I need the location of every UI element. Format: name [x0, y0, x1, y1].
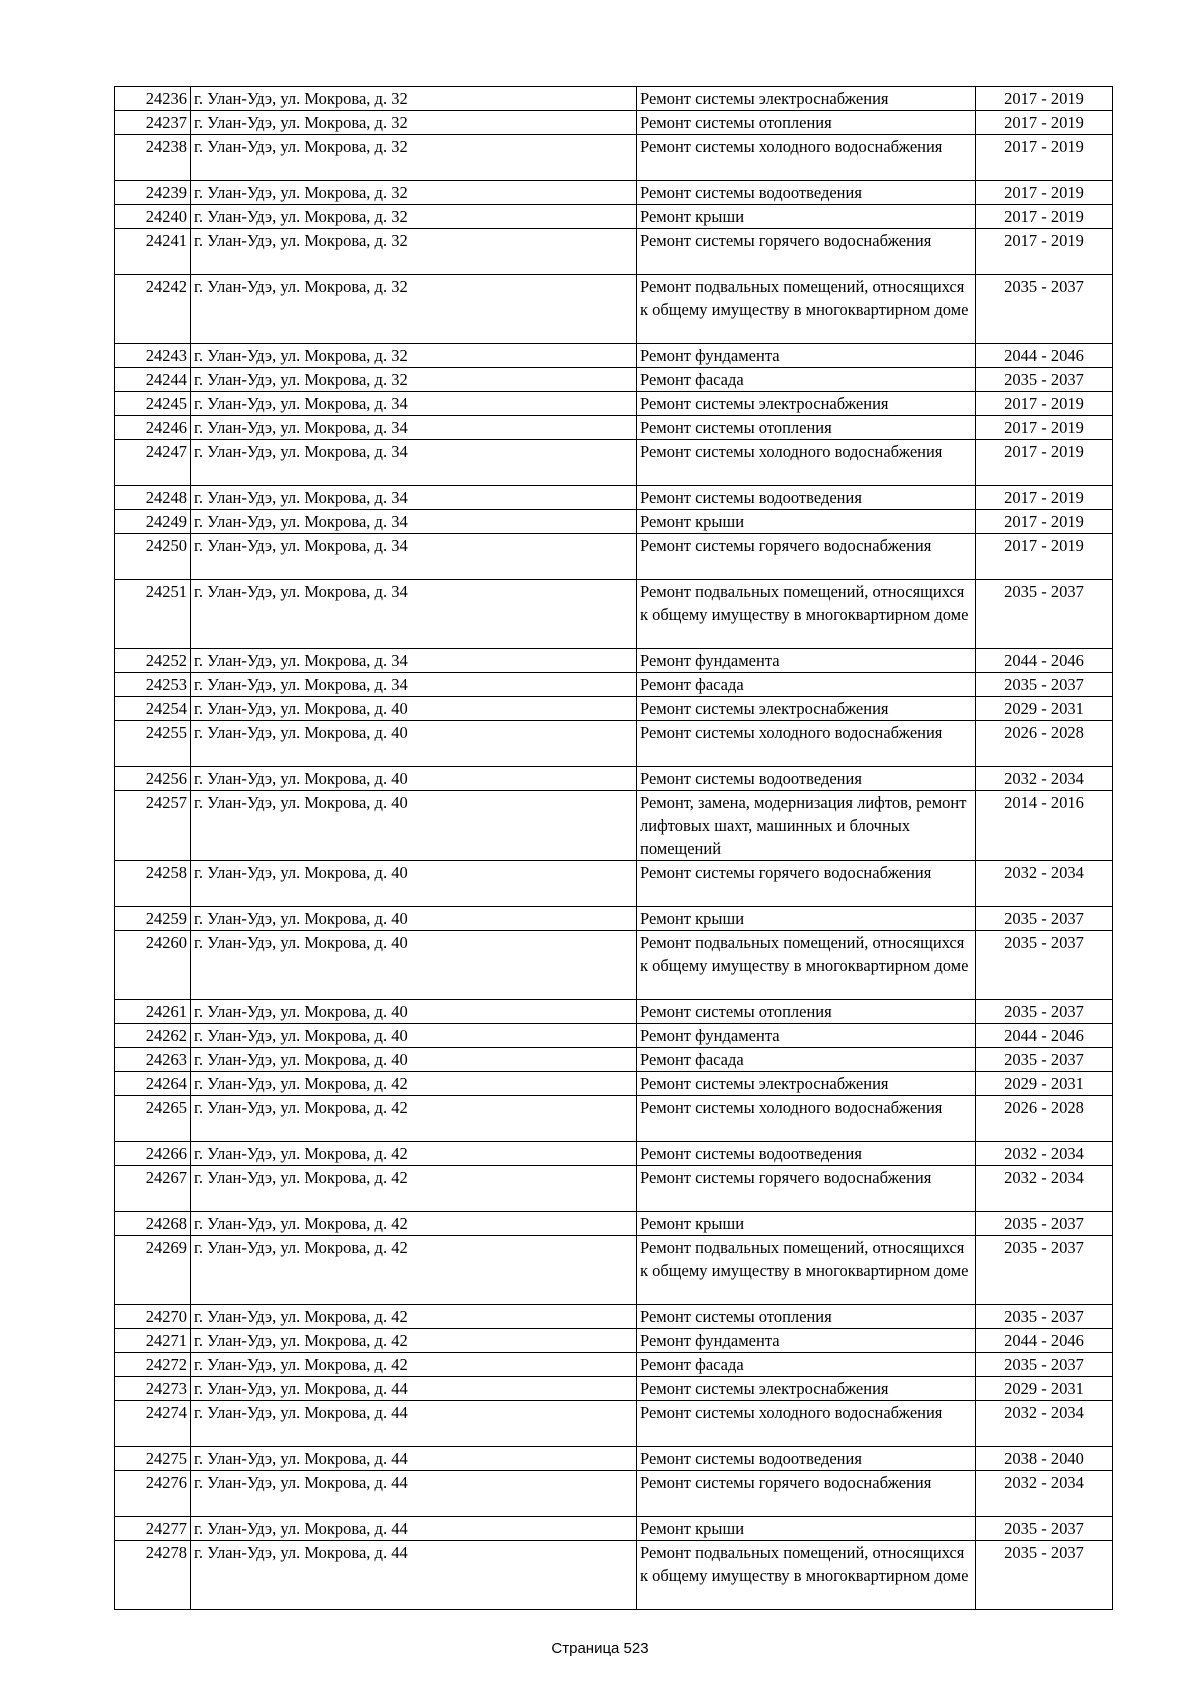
address-cell: г. Улан-Удэ, ул. Мокрова, д. 40	[191, 1024, 637, 1048]
row-number-cell: 24273	[115, 1377, 191, 1401]
work-type-cell: Ремонт системы отопления	[637, 416, 976, 440]
period-cell: 2032 - 2034	[976, 1471, 1113, 1517]
address-cell: г. Улан-Удэ, ул. Мокрова, д. 40	[191, 1000, 637, 1024]
repair-schedule-table	[114, 86, 1113, 1610]
period-cell: 2035 - 2037	[976, 368, 1113, 392]
table-row	[115, 1353, 1113, 1377]
work-type-cell: Ремонт системы горячего водоснабжения	[637, 229, 976, 275]
work-type-cell: Ремонт системы электроснабжения	[637, 87, 976, 111]
period-cell: 2035 - 2037	[976, 580, 1113, 649]
address-cell: г. Улан-Удэ, ул. Мокрова, д. 32	[191, 205, 637, 229]
period-cell: 2032 - 2034	[976, 1401, 1113, 1447]
row-number-cell: 24271	[115, 1329, 191, 1353]
work-type-cell: Ремонт системы водоотведения	[637, 486, 976, 510]
period-cell: 2035 - 2037	[976, 1236, 1113, 1305]
work-type-cell: Ремонт подвальных помещений, относящихся к общему имуществу в многоквартирном доме	[637, 1236, 976, 1305]
address-cell: г. Улан-Удэ, ул. Мокрова, д. 34	[191, 416, 637, 440]
table-row	[115, 87, 1113, 111]
work-type-cell: Ремонт фасада	[637, 368, 976, 392]
work-type-cell: Ремонт системы отопления	[637, 111, 976, 135]
row-number-cell: 24250	[115, 534, 191, 580]
address-cell: г. Улан-Удэ, ул. Мокрова, д. 34	[191, 440, 637, 486]
row-number-cell: 24260	[115, 931, 191, 1000]
period-cell: 2017 - 2019	[976, 416, 1113, 440]
address-cell: г. Улан-Удэ, ул. Мокрова, д. 42	[191, 1072, 637, 1096]
address-cell: г. Улан-Удэ, ул. Мокрова, д. 42	[191, 1305, 637, 1329]
period-cell: 2035 - 2037	[976, 1000, 1113, 1024]
row-number-cell: 24261	[115, 1000, 191, 1024]
address-cell: г. Улан-Удэ, ул. Мокрова, д. 34	[191, 510, 637, 534]
work-type-cell: Ремонт системы холодного водоснабжения	[637, 135, 976, 181]
work-type-cell: Ремонт системы водоотведения	[637, 181, 976, 205]
table-row	[115, 1377, 1113, 1401]
work-type-cell: Ремонт системы водоотведения	[637, 767, 976, 791]
period-cell: 2032 - 2034	[976, 767, 1113, 791]
address-cell: г. Улан-Удэ, ул. Мокрова, д. 32	[191, 111, 637, 135]
period-cell: 2017 - 2019	[976, 440, 1113, 486]
address-cell: г. Улан-Удэ, ул. Мокрова, д. 34	[191, 580, 637, 649]
row-number-cell: 24256	[115, 767, 191, 791]
table-row	[115, 931, 1113, 1000]
table-row	[115, 111, 1113, 135]
row-number-cell: 24262	[115, 1024, 191, 1048]
address-cell: г. Улан-Удэ, ул. Мокрова, д. 42	[191, 1142, 637, 1166]
address-cell: г. Улан-Удэ, ул. Мокрова, д. 34	[191, 392, 637, 416]
table-row	[115, 1096, 1113, 1142]
table-row	[115, 1471, 1113, 1517]
work-type-cell: Ремонт системы отопления	[637, 1305, 976, 1329]
period-cell: 2017 - 2019	[976, 486, 1113, 510]
row-number-cell: 24276	[115, 1471, 191, 1517]
table-row	[115, 1072, 1113, 1096]
address-cell: г. Улан-Удэ, ул. Мокрова, д. 40	[191, 861, 637, 907]
address-cell: г. Улан-Удэ, ул. Мокрова, д. 40	[191, 931, 637, 1000]
table-row	[115, 1048, 1113, 1072]
period-cell: 2035 - 2037	[976, 907, 1113, 931]
row-number-cell: 24240	[115, 205, 191, 229]
table-row	[115, 275, 1113, 344]
row-number-cell: 24252	[115, 649, 191, 673]
period-cell: 2035 - 2037	[976, 1541, 1113, 1610]
row-number-cell: 24255	[115, 721, 191, 767]
work-type-cell: Ремонт системы холодного водоснабжения	[637, 721, 976, 767]
table-row	[115, 392, 1113, 416]
table-row	[115, 1212, 1113, 1236]
row-number-cell: 24275	[115, 1447, 191, 1471]
address-cell: г. Улан-Удэ, ул. Мокрова, д. 34	[191, 673, 637, 697]
period-cell: 2038 - 2040	[976, 1447, 1113, 1471]
row-number-cell: 24277	[115, 1517, 191, 1541]
row-number-cell: 24247	[115, 440, 191, 486]
work-type-cell: Ремонт фундамента	[637, 1329, 976, 1353]
row-number-cell: 24236	[115, 87, 191, 111]
table-row	[115, 767, 1113, 791]
work-type-cell: Ремонт крыши	[637, 907, 976, 931]
row-number-cell: 24242	[115, 275, 191, 344]
row-number-cell: 24269	[115, 1236, 191, 1305]
row-number-cell: 24263	[115, 1048, 191, 1072]
work-type-cell: Ремонт системы электроснабжения	[637, 1072, 976, 1096]
work-type-cell: Ремонт системы холодного водоснабжения	[637, 440, 976, 486]
address-cell: г. Улан-Удэ, ул. Мокрова, д. 32	[191, 368, 637, 392]
period-cell: 2044 - 2046	[976, 649, 1113, 673]
address-cell: г. Улан-Удэ, ул. Мокрова, д. 32	[191, 344, 637, 368]
row-number-cell: 24272	[115, 1353, 191, 1377]
row-number-cell: 24266	[115, 1142, 191, 1166]
period-cell: 2026 - 2028	[976, 1096, 1113, 1142]
period-cell: 2035 - 2037	[976, 673, 1113, 697]
period-cell: 2044 - 2046	[976, 344, 1113, 368]
table-row	[115, 649, 1113, 673]
table-row	[115, 181, 1113, 205]
row-number-cell: 24254	[115, 697, 191, 721]
row-number-cell: 24253	[115, 673, 191, 697]
period-cell: 2035 - 2037	[976, 1353, 1113, 1377]
work-type-cell: Ремонт подвальных помещений, относящихся к общему имуществу в многоквартирном доме	[637, 275, 976, 344]
table-row	[115, 1401, 1113, 1447]
work-type-cell: Ремонт системы холодного водоснабжения	[637, 1401, 976, 1447]
work-type-cell: Ремонт системы электроснабжения	[637, 697, 976, 721]
work-type-cell: Ремонт фасада	[637, 673, 976, 697]
period-cell: 2029 - 2031	[976, 697, 1113, 721]
table-row	[115, 440, 1113, 486]
table-row	[115, 1447, 1113, 1471]
table-row	[115, 344, 1113, 368]
table-row	[115, 135, 1113, 181]
row-number-cell: 24243	[115, 344, 191, 368]
address-cell: г. Улан-Удэ, ул. Мокрова, д. 34	[191, 486, 637, 510]
row-number-cell: 24244	[115, 368, 191, 392]
address-cell: г. Улан-Удэ, ул. Мокрова, д. 40	[191, 721, 637, 767]
period-cell: 2032 - 2034	[976, 861, 1113, 907]
row-number-cell: 24248	[115, 486, 191, 510]
address-cell: г. Улан-Удэ, ул. Мокрова, д. 32	[191, 87, 637, 111]
period-cell: 2017 - 2019	[976, 205, 1113, 229]
period-cell: 2017 - 2019	[976, 392, 1113, 416]
table-row	[115, 1166, 1113, 1212]
address-cell: г. Улан-Удэ, ул. Мокрова, д. 32	[191, 135, 637, 181]
work-type-cell: Ремонт крыши	[637, 1212, 976, 1236]
period-cell: 2017 - 2019	[976, 534, 1113, 580]
work-type-cell: Ремонт фундамента	[637, 1024, 976, 1048]
address-cell: г. Улан-Удэ, ул. Мокрова, д. 44	[191, 1401, 637, 1447]
period-cell: 2044 - 2046	[976, 1024, 1113, 1048]
period-cell: 2017 - 2019	[976, 87, 1113, 111]
row-number-cell: 24239	[115, 181, 191, 205]
address-cell: г. Улан-Удэ, ул. Мокрова, д. 44	[191, 1541, 637, 1610]
address-cell: г. Улан-Удэ, ул. Мокрова, д. 44	[191, 1517, 637, 1541]
address-cell: г. Улан-Удэ, ул. Мокрова, д. 40	[191, 767, 637, 791]
table-row	[115, 1305, 1113, 1329]
work-type-cell: Ремонт подвальных помещений, относящихся к общему имуществу в многоквартирном доме	[637, 931, 976, 1000]
work-type-cell: Ремонт фундамента	[637, 649, 976, 673]
table-row	[115, 580, 1113, 649]
row-number-cell: 24258	[115, 861, 191, 907]
work-type-cell: Ремонт, замена, модернизация лифтов, ремонт лифтовых шахт, машинных и блочных помещений	[637, 791, 976, 861]
table-row	[115, 861, 1113, 907]
page-number: Страница 523	[551, 1640, 649, 1657]
work-type-cell: Ремонт фасада	[637, 1048, 976, 1072]
table-row	[115, 791, 1113, 861]
row-number-cell: 24267	[115, 1166, 191, 1212]
row-number-cell: 24257	[115, 791, 191, 861]
row-number-cell: 24238	[115, 135, 191, 181]
row-number-cell: 24264	[115, 1072, 191, 1096]
address-cell: г. Улан-Удэ, ул. Мокрова, д. 40	[191, 697, 637, 721]
address-cell: г. Улан-Удэ, ул. Мокрова, д. 34	[191, 534, 637, 580]
work-type-cell: Ремонт системы электроснабжения	[637, 392, 976, 416]
table-row	[115, 205, 1113, 229]
period-cell: 2017 - 2019	[976, 510, 1113, 534]
work-type-cell: Ремонт системы холодного водоснабжения	[637, 1096, 976, 1142]
address-cell: г. Улан-Удэ, ул. Мокрова, д. 40	[191, 791, 637, 861]
table-body	[115, 87, 1113, 1610]
table-row	[115, 907, 1113, 931]
row-number-cell: 24274	[115, 1401, 191, 1447]
table-row	[115, 1236, 1113, 1305]
address-cell: г. Улан-Удэ, ул. Мокрова, д. 42	[191, 1353, 637, 1377]
period-cell: 2035 - 2037	[976, 1305, 1113, 1329]
row-number-cell: 24265	[115, 1096, 191, 1142]
address-cell: г. Улан-Удэ, ул. Мокрова, д. 40	[191, 907, 637, 931]
row-number-cell: 24245	[115, 392, 191, 416]
period-cell: 2035 - 2037	[976, 1517, 1113, 1541]
address-cell: г. Улан-Удэ, ул. Мокрова, д. 40	[191, 1048, 637, 1072]
table-row	[115, 510, 1113, 534]
work-type-cell: Ремонт подвальных помещений, относящихся к общему имуществу в многоквартирном доме	[637, 1541, 976, 1610]
table-row	[115, 1329, 1113, 1353]
row-number-cell: 24251	[115, 580, 191, 649]
period-cell: 2014 - 2016	[976, 791, 1113, 861]
row-number-cell: 24246	[115, 416, 191, 440]
address-cell: г. Улан-Удэ, ул. Мокрова, д. 44	[191, 1377, 637, 1401]
table-row	[115, 1000, 1113, 1024]
work-type-cell: Ремонт системы водоотведения	[637, 1142, 976, 1166]
period-cell: 2035 - 2037	[976, 1212, 1113, 1236]
address-cell: г. Улан-Удэ, ул. Мокрова, д. 32	[191, 181, 637, 205]
period-cell: 2032 - 2034	[976, 1166, 1113, 1212]
row-number-cell: 24268	[115, 1212, 191, 1236]
work-type-cell: Ремонт системы водоотведения	[637, 1447, 976, 1471]
work-type-cell: Ремонт крыши	[637, 205, 976, 229]
period-cell: 2029 - 2031	[976, 1072, 1113, 1096]
work-type-cell: Ремонт фасада	[637, 1353, 976, 1377]
period-cell: 2026 - 2028	[976, 721, 1113, 767]
row-number-cell: 24270	[115, 1305, 191, 1329]
period-cell: 2035 - 2037	[976, 275, 1113, 344]
table-row	[115, 721, 1113, 767]
work-type-cell: Ремонт фундамента	[637, 344, 976, 368]
period-cell: 2032 - 2034	[976, 1142, 1113, 1166]
row-number-cell: 24241	[115, 229, 191, 275]
period-cell: 2035 - 2037	[976, 931, 1113, 1000]
period-cell: 2017 - 2019	[976, 229, 1113, 275]
address-cell: г. Улан-Удэ, ул. Мокрова, д. 44	[191, 1447, 637, 1471]
row-number-cell: 24249	[115, 510, 191, 534]
address-cell: г. Улан-Удэ, ул. Мокрова, д. 32	[191, 229, 637, 275]
work-type-cell: Ремонт системы электроснабжения	[637, 1377, 976, 1401]
row-number-cell: 24259	[115, 907, 191, 931]
address-cell: г. Улан-Удэ, ул. Мокрова, д. 42	[191, 1212, 637, 1236]
table-row	[115, 1517, 1113, 1541]
table-row	[115, 697, 1113, 721]
table-row	[115, 1541, 1113, 1610]
row-number-cell: 24278	[115, 1541, 191, 1610]
table-row	[115, 416, 1113, 440]
period-cell: 2017 - 2019	[976, 111, 1113, 135]
table-row	[115, 229, 1113, 275]
work-type-cell: Ремонт системы горячего водоснабжения	[637, 1471, 976, 1517]
period-cell: 2017 - 2019	[976, 181, 1113, 205]
work-type-cell: Ремонт системы горячего водоснабжения	[637, 1166, 976, 1212]
work-type-cell: Ремонт системы горячего водоснабжения	[637, 534, 976, 580]
row-number-cell: 24237	[115, 111, 191, 135]
table-row	[115, 534, 1113, 580]
work-type-cell: Ремонт крыши	[637, 510, 976, 534]
table-row	[115, 1142, 1113, 1166]
address-cell: г. Улан-Удэ, ул. Мокрова, д. 42	[191, 1096, 637, 1142]
table-row	[115, 673, 1113, 697]
address-cell: г. Улан-Удэ, ул. Мокрова, д. 32	[191, 275, 637, 344]
period-cell: 2029 - 2031	[976, 1377, 1113, 1401]
address-cell: г. Улан-Удэ, ул. Мокрова, д. 42	[191, 1329, 637, 1353]
work-type-cell: Ремонт подвальных помещений, относящихся к общему имуществу в многоквартирном доме	[637, 580, 976, 649]
period-cell: 2044 - 2046	[976, 1329, 1113, 1353]
period-cell: 2035 - 2037	[976, 1048, 1113, 1072]
table-row	[115, 368, 1113, 392]
work-type-cell: Ремонт системы отопления	[637, 1000, 976, 1024]
address-cell: г. Улан-Удэ, ул. Мокрова, д. 44	[191, 1471, 637, 1517]
table-row	[115, 1024, 1113, 1048]
work-type-cell: Ремонт крыши	[637, 1517, 976, 1541]
work-type-cell: Ремонт системы горячего водоснабжения	[637, 861, 976, 907]
table-row	[115, 486, 1113, 510]
address-cell: г. Улан-Удэ, ул. Мокрова, д. 42	[191, 1166, 637, 1212]
address-cell: г. Улан-Удэ, ул. Мокрова, д. 42	[191, 1236, 637, 1305]
period-cell: 2017 - 2019	[976, 135, 1113, 181]
address-cell: г. Улан-Удэ, ул. Мокрова, д. 34	[191, 649, 637, 673]
